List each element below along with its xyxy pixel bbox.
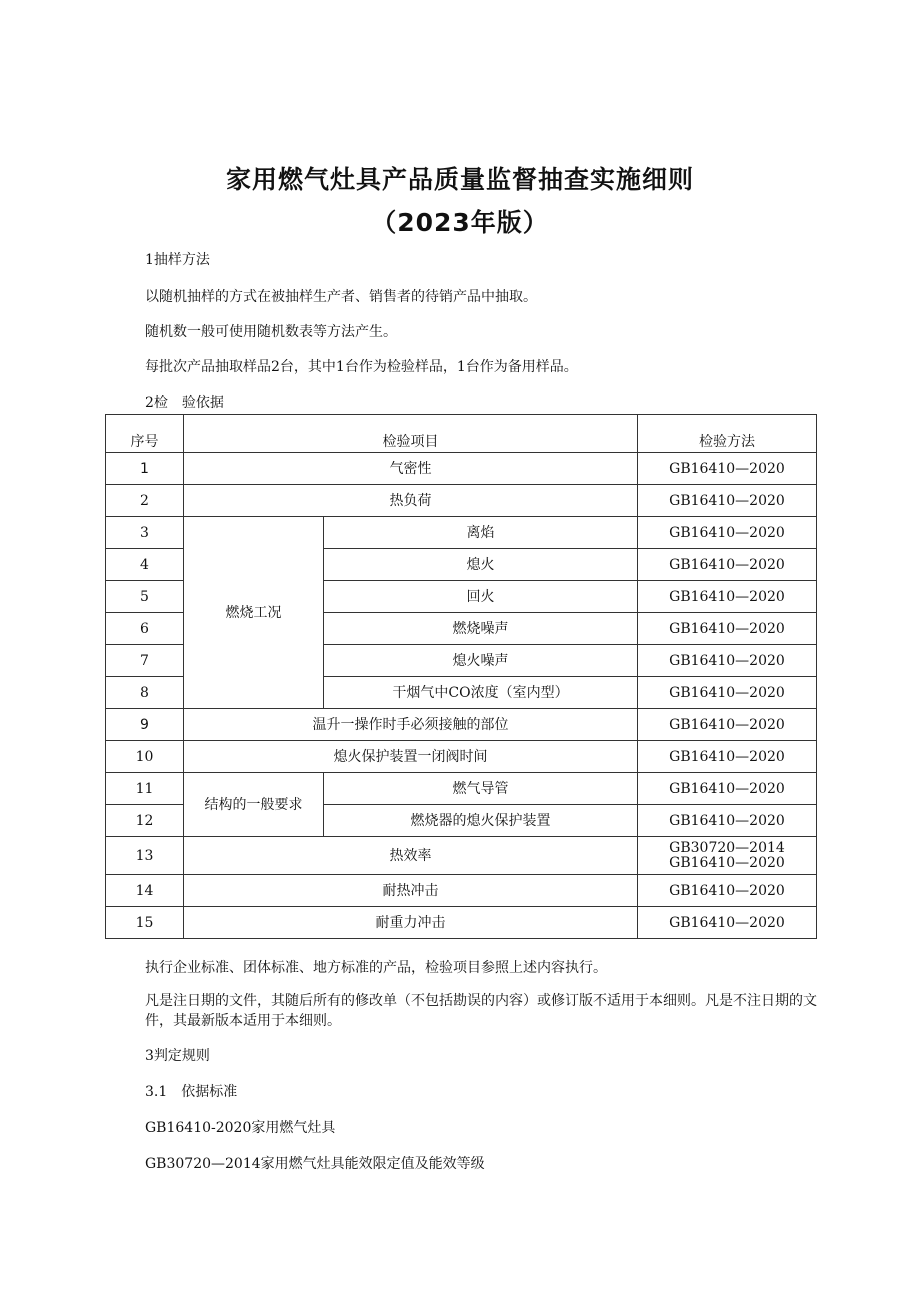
table-row: 10 熄火保护装置一闭阀时间 GB16410—2020 [106,741,817,773]
group-combustion: 燃烧工况 [184,517,324,709]
table-row: 3 燃烧工况 离焰 GB16410—2020 [106,517,817,549]
table-row: 1 气密性 GB16410—2020 [106,453,817,485]
table-row: 2 热负荷 GB16410—2020 [106,485,817,517]
header-method: 检验方法 [638,415,817,453]
document-title: 家用燃气灶具产品质量监督抽查实施细则 [225,165,694,194]
table-row: 6 燃烧噪声 GB16410—2020 [106,613,817,645]
section-1-paragraph-1: 以随机抽样的方式在被抽样生产者、销售者的待销产品中抽取。 [145,289,537,305]
table-row: 15 耐重力冲击 GB16410—2020 [106,907,817,939]
group-structure: 结构的一般要求 [184,773,324,837]
section-1-paragraph-2: 随机数一般可使用随机数表等方法产生。 [145,324,397,340]
table-row: 9 温升一操作时手必须接触的部位 GB16410—2020 [106,709,817,741]
section-1-paragraph-3: 每批次产品抽取样品2台，其中1台作为检验样品，1台作为备用样品。 [145,359,578,375]
section-3-heading: 3判定规则 [145,1048,210,1064]
header-no: 序号 [106,415,184,453]
table-row: 8 干烟气中CO浓度（室内型） GB16410—2020 [106,677,817,709]
table-row: 4 熄火 GB16410—2020 [106,549,817,581]
document-subtitle: （2023年版） [371,208,549,237]
table-row: 14 耐热冲击 GB16410—2020 [106,875,817,907]
standard-1: GB16410-2020家用燃气灶具 [145,1120,336,1136]
inspection-table [105,414,817,939]
table-row: 5 回火 GB16410—2020 [106,581,817,613]
after-table-paragraph-1: 执行企业标准、团体标准、地方标准的产品，检验项目参照上述内容执行。 [145,960,607,976]
after-table-paragraph-2: 凡是注日期的文件，其随后所有的修改单（不包括勘误的内容）或修订版不适用于本细则。凡是不注日期的文件，其最新版本适用于本细则。 [145,993,817,1029]
header-item: 检验项目 [184,415,638,453]
section-1-heading: 1抽样方法 [145,252,210,268]
table-row: 13 热效率 GB30720—2014 GB16410—2020 [106,837,817,875]
table-row: 12 燃烧器的熄火保护装置 GB16410—2020 [106,805,817,837]
table-row: 7 熄火噪声 GB16410—2020 [106,645,817,677]
section-3-1-heading: 3.1 依据标准 [145,1084,238,1100]
table-header-row [106,415,817,453]
standard-2: GB30720—2014家用燃气灶具能效限定值及能效等级 [145,1156,485,1172]
table-row: 11 结构的一般要求 燃气导管 GB16410—2020 [106,773,817,805]
section-2-heading: 2检 验依据 [145,395,224,411]
